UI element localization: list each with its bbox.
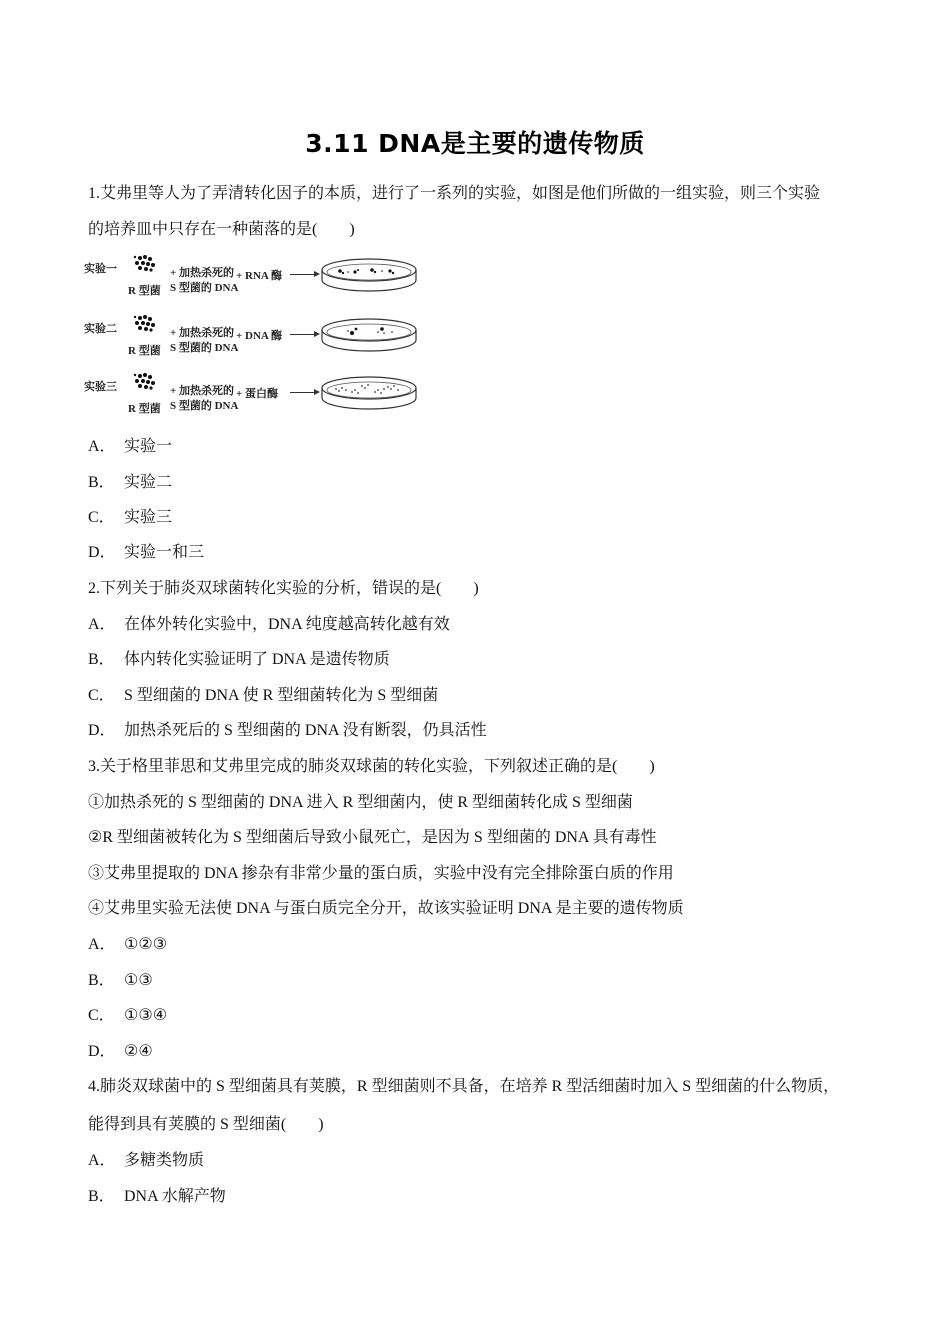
question-1-option-c[interactable] <box>88 508 172 528</box>
arrow-icon <box>290 274 318 275</box>
question-4-option-a[interactable] <box>88 1151 204 1171</box>
reagent-line-1: + 加热杀死的 <box>170 327 235 339</box>
question-3-option-a[interactable] <box>88 935 167 955</box>
enzyme-label: + DNA 酶 <box>236 330 282 342</box>
question-3-statement-3: ③艾弗里提取的 DNA 掺杂有非常少量的蛋白质，实验中没有完全排除蛋白质的作用 <box>88 865 674 882</box>
experiment-row-2 <box>84 312 420 362</box>
option-text: 实验一和三 <box>124 544 205 561</box>
option-letter: A． <box>88 438 116 455</box>
question-1-stem-line-1: 1.艾弗里等人为了弄清转化因子的本质，进行了一系列的实验，如图是他们所做的一组实验，则三个实验 <box>88 185 821 202</box>
option-text: 实验一 <box>124 438 173 455</box>
option-letter: C． <box>88 509 115 526</box>
r-bacteria-label: R 型菌 <box>128 403 161 415</box>
option-letter: A． <box>88 1152 116 1169</box>
question-3-statement-4: ④艾弗里实验无法使 DNA 与蛋白质完全分开，故该实验证明 DNA 是主要的遗传物质 <box>88 900 684 917</box>
question-3-stem: 3.关于格里菲思和艾弗里完成的肺炎双球菌的转化实验，下列叙述正确的是( ) <box>88 758 655 775</box>
question-2-stem: 2.下列关于肺炎双球菌转化实验的分析，错误的是( ) <box>88 580 479 597</box>
option-letter: C． <box>88 687 115 704</box>
question-4-stem-line-1: 4.肺炎双球菌中的 S 型细菌具有荚膜，R 型细菌则不具备，在培养 R 型活细菌时加入 S 型细菌的什么物质， <box>88 1078 840 1095</box>
r-bacteria-cluster-icon <box>132 372 158 392</box>
option-letter: D． <box>88 1043 116 1060</box>
experiment-label: 实验二 <box>84 323 117 335</box>
option-text: DNA 水解产物 <box>124 1188 226 1205</box>
enzyme-label: + RNA 酶 <box>236 270 282 282</box>
question-2-option-c[interactable] <box>88 686 438 706</box>
question-1-option-d[interactable] <box>88 543 204 563</box>
question-1-stem-line-2: 的培养皿中只存在一种菌落的是( ) <box>88 221 355 238</box>
question-2-option-d[interactable] <box>88 721 487 741</box>
experiment-label: 实验一 <box>84 263 117 275</box>
arrow-icon <box>290 334 318 335</box>
question-2-option-a[interactable] <box>88 615 450 635</box>
experiment-row-1 <box>84 252 420 302</box>
option-text: 实验二 <box>124 474 173 491</box>
option-letter: B． <box>88 474 115 491</box>
option-letter: B． <box>88 972 115 989</box>
r-bacteria-label: R 型菌 <box>128 345 161 357</box>
experiment-figure <box>84 252 420 420</box>
option-text: 多糖类物质 <box>124 1152 205 1169</box>
option-letter: B． <box>88 1188 115 1205</box>
question-3-option-d[interactable] <box>88 1042 153 1062</box>
arrow-icon <box>290 392 318 393</box>
option-text: 在体外转化实验中，DNA 纯度越高转化越有效 <box>124 616 450 633</box>
page-title: 3.11 DNA是主要的遗传物质 <box>305 129 645 158</box>
question-4-option-b[interactable] <box>88 1187 226 1207</box>
option-letter: C． <box>88 1007 115 1024</box>
reagent-line-2: S 型菌的 DNA <box>170 282 239 294</box>
option-letter: B． <box>88 651 115 668</box>
question-1-option-b[interactable] <box>88 473 172 493</box>
option-letter: D． <box>88 544 116 561</box>
petri-dish-icon <box>320 374 418 412</box>
question-1-option-a[interactable] <box>88 437 172 457</box>
r-bacteria-cluster-icon <box>132 314 158 334</box>
experiment-label: 实验三 <box>84 381 117 393</box>
petri-dish-icon <box>320 256 418 294</box>
reagent-line-2: S 型菌的 DNA <box>170 342 239 354</box>
r-bacteria-cluster-icon <box>132 254 158 274</box>
option-text: S 型细菌的 DNA 使 R 型细菌转化为 S 型细菌 <box>124 687 439 704</box>
experiment-row-3 <box>84 370 420 420</box>
question-2-option-b[interactable] <box>88 650 390 670</box>
question-3-statement-2: ②R 型细菌被转化为 S 型细菌后导致小鼠死亡，是因为 S 型细菌的 DNA 具有毒性 <box>88 829 657 846</box>
option-letter: A． <box>88 616 116 633</box>
reagent-line-1: + 加热杀死的 <box>170 267 235 279</box>
enzyme-label: + 蛋白酶 <box>236 388 279 400</box>
question-4-stem-line-2: 能得到具有荚膜的 S 型细菌( ) <box>88 1116 324 1133</box>
option-text: ①②③ <box>124 936 168 953</box>
option-text: ②④ <box>124 1043 153 1060</box>
option-text: 加热杀死后的 S 型细菌的 DNA 没有断裂，仍具活性 <box>124 722 487 739</box>
r-bacteria-label: R 型菌 <box>128 285 161 297</box>
question-3-statement-1: ①加热杀死的 S 型细菌的 DNA 进入 R 型细菌内，使 R 型细菌转化成 S 型细菌 <box>88 794 633 811</box>
option-text: 实验三 <box>124 509 173 526</box>
option-letter: A． <box>88 936 116 953</box>
question-3-option-b[interactable] <box>88 971 153 991</box>
petri-dish-icon <box>320 316 418 354</box>
option-text: ①③ <box>124 972 153 989</box>
reagent-line-1: + 加热杀死的 <box>170 385 235 397</box>
option-letter: D． <box>88 722 116 739</box>
reagent-line-2: S 型菌的 DNA <box>170 400 239 412</box>
option-text: 体内转化实验证明了 DNA 是遗传物质 <box>124 651 390 668</box>
question-3-option-c[interactable] <box>88 1006 167 1026</box>
option-text: ①③④ <box>124 1007 168 1024</box>
